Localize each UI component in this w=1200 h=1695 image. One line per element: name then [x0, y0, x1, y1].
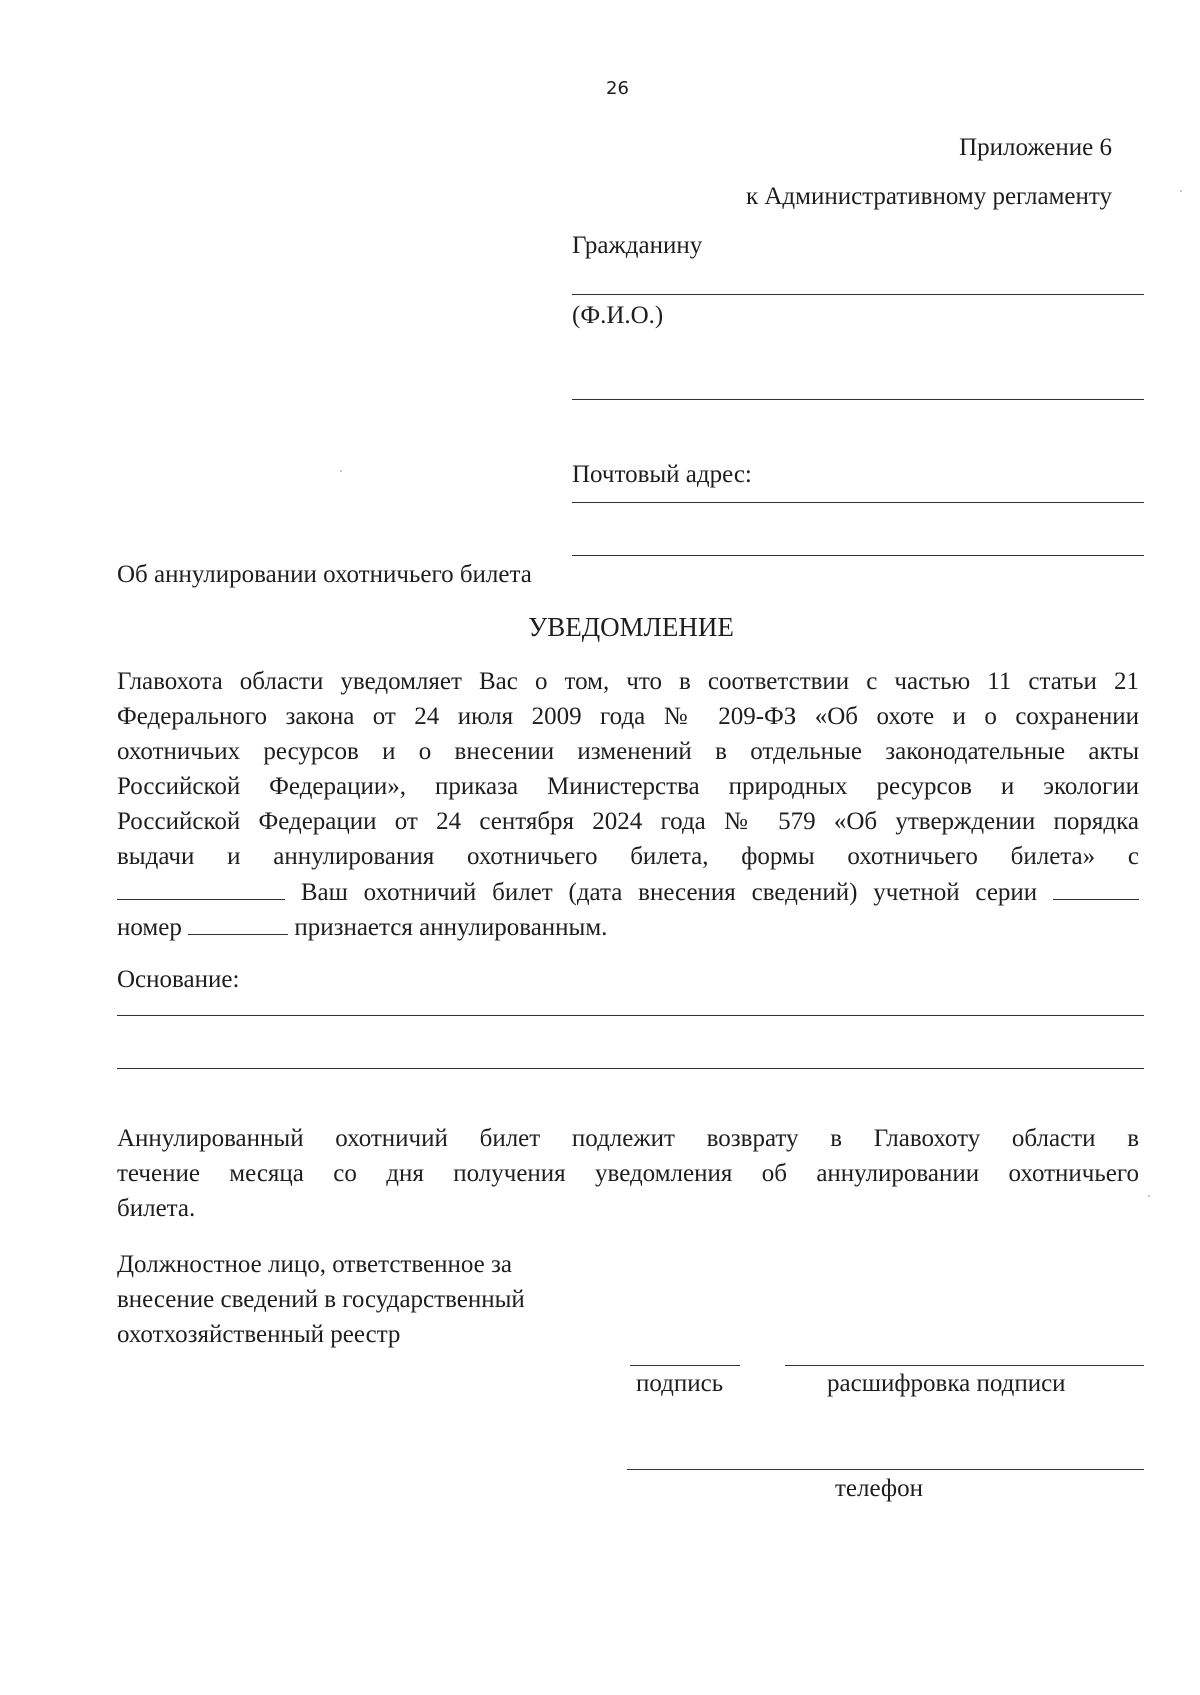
- page-number: 26: [606, 78, 629, 99]
- notice-subject: Об аннулировании охотничьего билета: [117, 561, 532, 588]
- body-line-7-text: Ваш охотничий билет (дата внесения сведений) учетной серии: [300, 879, 1038, 906]
- body-line-1: Главохота области уведомляет Вас о том, что в соответствии с частью 11 статьи 21: [117, 668, 1139, 695]
- signature-label: подпись: [636, 1370, 724, 1397]
- signature-decode-label: расшифровка подписи: [827, 1370, 1066, 1397]
- body-line-6: выдачи и аннулирования охотничьего билета, формы охотничьего билета» с: [117, 843, 1139, 870]
- body-line-7: [117, 876, 1139, 910]
- number-blank: [188, 914, 288, 935]
- recipient-name-line-2: [572, 399, 1144, 400]
- date-blank: [117, 879, 285, 900]
- body-line-3: охотничьих ресурсов и о внесении изменений в отдельные законодательные акты: [117, 738, 1139, 765]
- series-blank: [1053, 879, 1139, 900]
- annulled-text: признается аннулированным.: [294, 914, 608, 941]
- official-line-1: Должностное лицо, ответственное за: [117, 1251, 512, 1278]
- phone-line: [627, 1469, 1144, 1470]
- body-line-8: [117, 911, 607, 945]
- notice-heading: УВЕДОМЛЕНИЕ: [528, 612, 734, 642]
- body-line-5: Российской Федерации от 24 сентября 2024 года № 579 «Об утверждении порядка: [117, 808, 1139, 835]
- basis-line-2: [117, 1068, 1144, 1069]
- signature-decode-line: [785, 1365, 1144, 1366]
- appendix-subtitle: к Административному регламенту: [745, 183, 1112, 210]
- phone-label: телефон: [835, 1475, 923, 1502]
- return-line-1: Аннулированный охотничий билет подлежит возврату в Главохоту области в: [117, 1125, 1139, 1152]
- body-line-2: Федерального закона от 24 июля 2009 года № 209-ФЗ «Об охоте и о сохранении: [117, 703, 1139, 730]
- recipient-to-label: Гражданину: [572, 232, 703, 259]
- postal-address-label: Почтовый адрес:: [572, 461, 752, 488]
- official-line-3: охотхозяйственный реестр: [117, 1321, 401, 1348]
- body-line-4: Российской Федерации», приказа Министерства природных ресурсов и экологии: [117, 773, 1139, 800]
- recipient-name-line: [572, 294, 1144, 295]
- official-line-2: внесение сведений в государственный: [117, 1286, 525, 1313]
- appendix-title: Приложение 6: [959, 134, 1112, 161]
- basis-line-1: [117, 1015, 1144, 1016]
- postal-address-line-1: [572, 502, 1144, 503]
- return-line-3: билета.: [117, 1195, 196, 1222]
- signature-line: [630, 1365, 740, 1366]
- scan-speck: [1148, 1195, 1150, 1197]
- number-label: номер: [117, 914, 182, 941]
- scan-speck: [340, 470, 342, 472]
- postal-address-line-2: [572, 555, 1144, 556]
- return-line-2: течение месяца со дня получения уведомления об аннулировании охотничьего: [117, 1160, 1139, 1187]
- recipient-fio-label: (Ф.И.О.): [572, 302, 664, 329]
- scan-speck: [1180, 190, 1182, 192]
- basis-label: Основание:: [117, 966, 240, 993]
